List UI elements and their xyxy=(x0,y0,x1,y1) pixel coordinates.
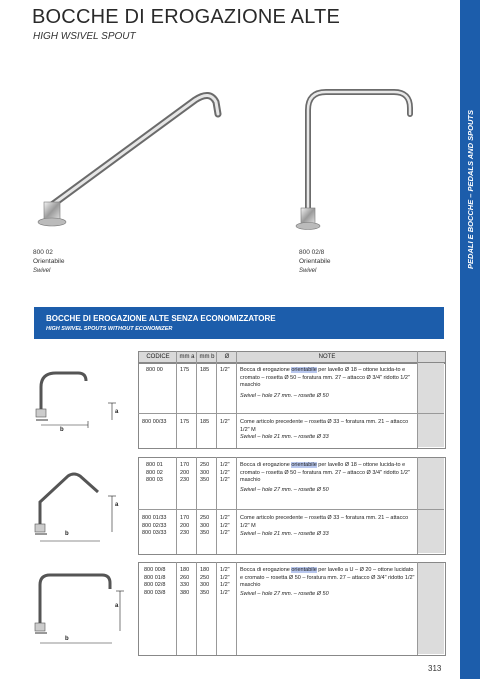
table-cell: 175 xyxy=(180,419,190,425)
spout-drawing-3 xyxy=(28,567,128,652)
note-en: Swivel – hole 27 mm. – rosette Ø 50 xyxy=(240,393,329,399)
sidebar-label: PEDALI E BOCCHE – PEDALS AND SPOUTS xyxy=(466,110,475,269)
col-diameter: Ø xyxy=(224,354,230,360)
page-number: 313 xyxy=(428,664,442,673)
col-a: mm a xyxy=(179,354,195,360)
banner-subtitle: HIGH SWIVEL SPOUTS WITHOUT ECONOMIZER xyxy=(46,326,173,332)
note-cell: Come articolo precedente – rosetta Ø 33 – foratura mm. 21 – attacco 1/2" M xyxy=(240,515,409,529)
note-cell: Bocca di erogazione orientabile per lavello a U – Ø 20 – ottone lucidato e cromato – rosetta Ø 50 – foratura mm. 27 – attacco Ø 3/4" ridotto 1/2" maschio xyxy=(240,567,415,589)
table-cell: 1/2" xyxy=(220,419,230,425)
b-list: 250 300 350 xyxy=(200,515,210,537)
d-list: 1/2" 1/2" 1/2" 1/2" xyxy=(220,567,230,596)
spout-drawing-2 xyxy=(28,462,128,547)
note-en: Swivel – hole 27 mm. – rosette Ø 50 xyxy=(240,487,329,493)
page-title: BOCCHE DI EROGAZIONE ALTE xyxy=(32,6,341,28)
dim-label-a: a xyxy=(115,502,119,508)
col-note: NOTE xyxy=(318,354,336,360)
banner-title: BOCCHE DI EROGAZIONE ALTE SENZA ECONOMIZZATORE xyxy=(46,314,276,323)
spout-drawing-1 xyxy=(28,365,128,435)
code-list: 800 01/33 800 02/33 800 03/33 xyxy=(142,515,167,537)
product-name: Orientabile xyxy=(33,258,65,265)
product-code: 800 02 xyxy=(33,249,53,256)
note-en: Swivel – hole 27 mm. – rosette Ø 50 xyxy=(240,591,329,597)
section-banner xyxy=(34,307,444,339)
col-b: mm b xyxy=(199,354,215,360)
d-list: 1/2" 1/2" 1/2" xyxy=(220,515,230,537)
page-subtitle: HIGH WSIVEL SPOUT xyxy=(33,31,136,42)
note-cell: Bocca di erogazione orientabile per lavello Ø 18 – ottone lucida-to e cromato – rosetta Ø 50 – foratura mm. 27 – attacco Ø 3/4" ridotto 1/2" maschio xyxy=(240,367,410,389)
shade-column xyxy=(418,363,444,447)
code-list: 800 01 800 02 800 03 xyxy=(146,462,163,484)
table-cell: 800 00 xyxy=(146,367,163,373)
table-cell: 185 xyxy=(200,367,210,373)
dim-label-a: a xyxy=(115,603,119,609)
note-cell: Come articolo precedente – rosetta Ø 33 – foratura mm. 21 – attacco 1/2" M xyxy=(240,419,409,433)
table-cell: 175 xyxy=(180,367,190,373)
table-cell: 1/2" xyxy=(220,367,230,373)
table-cell: 185 xyxy=(200,419,210,425)
spout-photo-800-02 xyxy=(30,80,230,240)
a-list: 170 200 230 xyxy=(180,515,190,537)
b-list: 180 250 300 350 xyxy=(200,567,210,596)
dim-label-a: a xyxy=(115,409,119,415)
dim-label-b: b xyxy=(65,531,69,537)
product-name: Orientabile xyxy=(299,258,331,265)
product-caption-1 xyxy=(33,248,64,276)
note-en: Swivel – hole 21 mm. – rosette Ø 33 xyxy=(240,434,329,440)
product-code: 800 02/8 xyxy=(299,249,325,256)
section-sidebar xyxy=(460,0,480,679)
b-list: 250 300 350 xyxy=(200,462,210,484)
col-codice: CODICE xyxy=(146,354,170,360)
product-caption-2 xyxy=(299,248,330,276)
note-cell: Bocca di erogazione orientabile per lavello Ø 18 – ottone lucida-to e cromato – rosetta Ø 50 – foratura mm. 27 – attacco Ø 3/4" ridotto 1/2" maschio xyxy=(240,462,410,484)
note-en: Swivel – hole 21 mm. – rosette Ø 33 xyxy=(240,531,329,537)
dim-label-b: b xyxy=(65,636,69,642)
a-list: 180 260 330 380 xyxy=(180,567,190,596)
code-list: 800 00/8 800 01/8 800 02/8 800 03/8 xyxy=(144,567,166,596)
dim-label-b: b xyxy=(60,427,64,433)
spout-photo-800-02-8 xyxy=(290,80,430,240)
table-cell: 800 00/33 xyxy=(142,419,167,425)
product-name-en: Swivel xyxy=(33,268,51,274)
d-list: 1/2" 1/2" 1/2" xyxy=(220,462,230,484)
product-name-en: Swivel xyxy=(299,268,317,274)
a-list: 170 200 230 xyxy=(180,462,190,484)
